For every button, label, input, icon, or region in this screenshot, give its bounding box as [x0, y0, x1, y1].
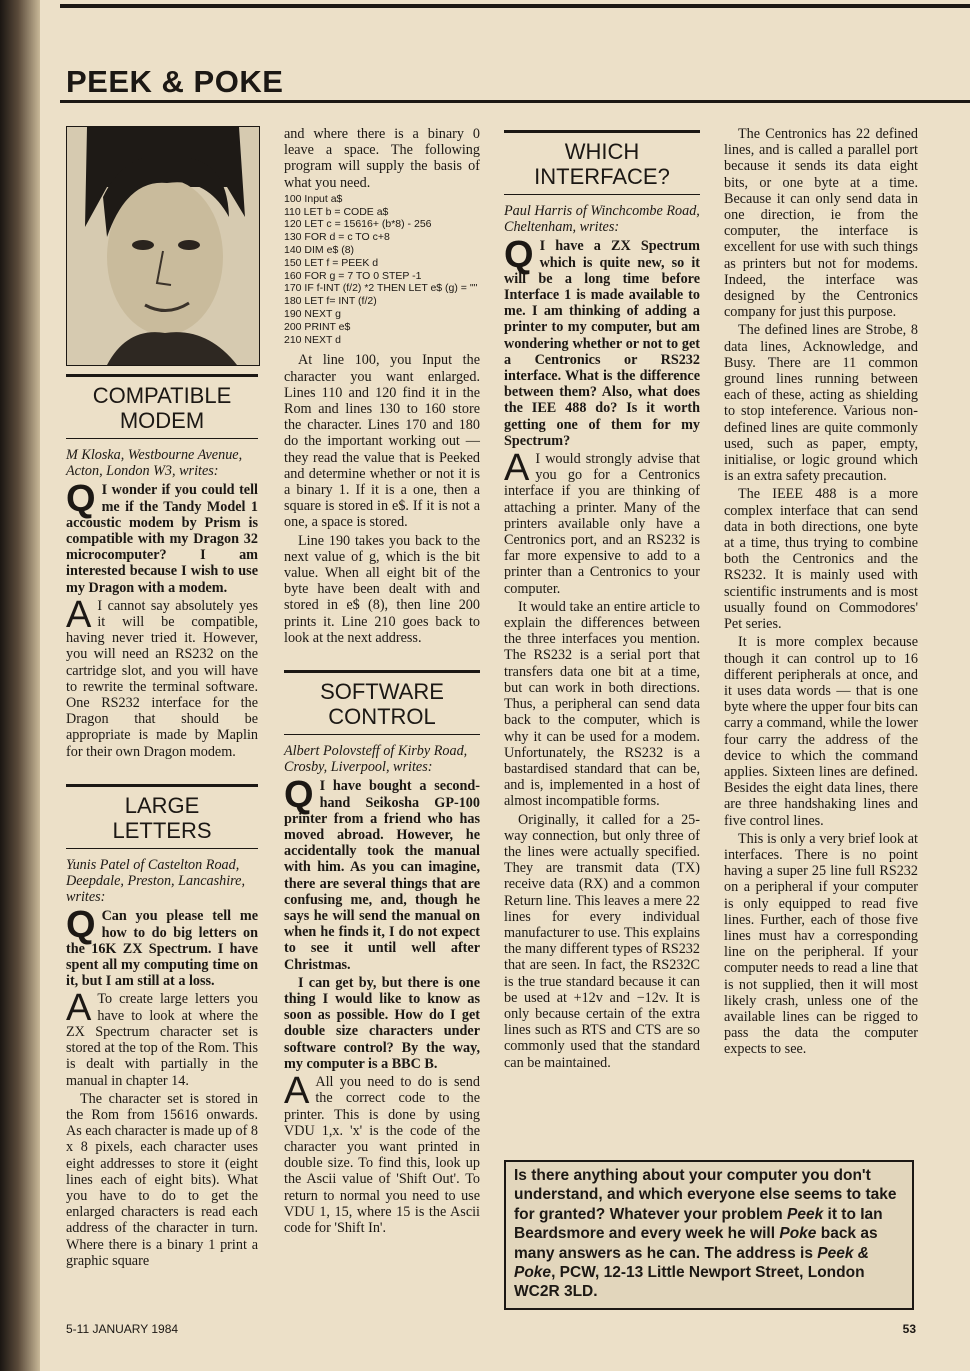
interface-heading	[504, 130, 700, 195]
interface-question-text: I have a ZX Spectrum which is quite new, so it will be a long time before Interface 1 is made available to me. I am thinking of adding a printer to my computer, but am wondering whether or not to get a Centronics or RS232 interface. What is the difference between them? Also, what does the IEE 488 do? Is it worth getting one of them for my Spectrum?	[504, 238, 700, 449]
letters-heading	[66, 784, 258, 849]
top-rule	[60, 4, 970, 8]
interface-a-initial: A	[504, 447, 530, 490]
interface-question	[504, 234, 700, 449]
software-question-2: I can get by, but there is one thing I would like to know as soon as possible. How do I get double size characters under software control? By the way, my computer is a BBC B.	[284, 974, 480, 1072]
column-4	[724, 126, 918, 1060]
software-answer-text: All you need to do is send the correct code to the printer. This is done by using VDU 1,x. 'x' is the code of the character you want printed in double size. To find this, look up the Ascii value of 'Shift Out'. To return to normal you need to use VDU 1, 15, where 15 is the Ascii code for 'Shift In'.	[284, 1074, 480, 1236]
modem-question	[66, 478, 258, 596]
masthead-title: PEEK & POKE	[66, 64, 284, 99]
interface-q-initial: Q	[504, 234, 534, 277]
modem-q-initial: Q	[66, 478, 96, 521]
page-spine	[0, 0, 40, 1371]
letters-para-4: At line 100, you Input the character you want enlarged. Lines 110 and 120 find it in the Rom and lines 130 to 160 store the character. Lines 170 and 180 do the important working out — they read the value that is Peeked and determine whether or not it is a binary 1. If it is a one, then a square is stored in e$. If it is not a one, a space is stored.	[284, 352, 480, 531]
letters-para-5: Line 190 takes you back to the next value of g, which is the bit value. When all eight bit of the byte have been dealt with and stored in e$ (8), then line 200 prints it. Line 210 goes back to look at the next address.	[284, 532, 480, 646]
interface-para-8: This is only a very brief look at interfaces. There is no point having a super 25 line full RS232 on a peripheral if your computer is only equipped to read five lines. Further, each of those five lines must hav a corresponding line on the peripheral. If your computer needs to read a line that is not supplied, then it will most likely crash, unless one of the available lines can be rigged to pass the data the computer expects to see.	[724, 830, 918, 1058]
modem-answer	[66, 593, 258, 760]
modem-title-line1: COMPATIBLE	[92, 383, 232, 408]
modem-a-initial: A	[66, 593, 92, 636]
software-a-initial: A	[284, 1070, 310, 1113]
letters-answer-text: To create large letters you have to look at where the ZX Spectrum character set is stored at the top of the Rom. This is dealt with partially in the manual in chapter 14.	[66, 991, 258, 1089]
software-q-initial: Q	[284, 774, 314, 817]
interface-title-line2: INTERFACE?	[534, 164, 670, 189]
promo-part-2: it to Ian Beardsmore and every week he will	[514, 1205, 883, 1243]
letters-title-line1: LARGE	[124, 792, 200, 818]
letters-a-initial: A	[66, 987, 92, 1030]
letters-question	[66, 904, 258, 990]
interface-title-line1: WHICH	[564, 139, 640, 164]
basic-program-listing: 100 Input a$ 110 LET b = CODE a$ 120 LET c = 15616+ (b*8) - 256 130 FOR d = c TO c+8 140 DIM e$ (8) 150 LET f = PEEK d 160 FOR g = 7 TO 0 STEP -1 170 IF f-INT (f/2) *2 THEN LET e$ (g) = "" 180 LET f= INT (f/2) 190 NEXT g 200 PRINT e$ 210 NEXT d	[284, 192, 478, 346]
promo-part-4: , PCW, 12-13 Little Newport Street, London WC2R 3LD.	[514, 1264, 865, 1301]
masthead-rule	[60, 100, 970, 103]
magazine-page	[40, 0, 970, 1371]
column-1	[66, 126, 258, 1271]
interface-para-3: Originally, it called for a 25-way connection, but only three of the lines were actually specified. They are transmit data (TX) receive data (RX) and a common Return line. This leaves a mere 22 lines for every individual manufacturer to use. This explains the many different types of RS232 that are seen. In fact, the RS232C is the true standard because it can be used at +12v and −12v. It is only because certain of the extra lines such as RTS and CTS are so commonly used that the standard can be maintained.	[504, 811, 700, 1071]
promo-part-1: Is there anything about your computer you don't understand, and which everyone else seems to take for granted? Whatever your problem	[514, 1167, 897, 1223]
modem-answer-text: I cannot say absolutely yes it will be compatible, having never tried it. However, you will need an RS232 on the cartridge slot, and you will have to rewrite the terminal software. One RS232 interface for the Dragon that should be appropriate is made by Maplin for their own Dragon modem.	[66, 597, 258, 760]
promo-address-name: Peek & Poke	[514, 1244, 869, 1282]
author-photo	[66, 126, 260, 366]
letters-q-initial: Q	[66, 904, 96, 947]
software-byline: Albert Polovsteff of Kirby Road, Crosby, Liverpool, writes:	[284, 743, 468, 776]
software-answer	[284, 1070, 480, 1236]
software-question	[284, 774, 480, 973]
column-2	[284, 126, 480, 1238]
letters-title-line2: LETTERS	[112, 817, 212, 843]
software-heading	[284, 670, 480, 735]
letters-para-2: The character set is stored in the Rom from 15616 onwards. As each character is made up of 8 x 8 pixels, each character uses eight addresses to store it (eight lines each of eight bits). What you have to do to get the enlarged characters is read each address of the character in turn. Where there is a binary 1 print a graphic square	[66, 1090, 258, 1269]
interface-para-7: It is more complex because though it can control up to 16 different peripherals at once, and it uses data words — that is one byte where the upper four bits can carry a command, while the lower four carry the address of the device to which the command applies. Sixteen lines are defined. Besides the eight data lines, there are three handshaking lines and five control lines.	[724, 634, 918, 829]
software-title-line1: SOFTWARE	[320, 679, 444, 705]
modem-byline: M Kloska, Westbourne Avenue, Acton, London W3, writes:	[66, 447, 243, 480]
modem-title-line2: MODEM	[119, 408, 205, 433]
column-3	[504, 126, 700, 1073]
letters-question-text: Can you please tell me how to do big letters on the 16K ZX Spectrum. I have spent all my computing time on it, but I am still at a loss.	[66, 908, 258, 990]
modem-heading	[66, 374, 258, 439]
promo-poke: Poke	[779, 1225, 817, 1243]
interface-para-5: The defined lines are Strobe, 8 data lines, Acknowledge, and Busy. There are 11 common ground lines running between each of these, acting as shielding to stop inteference. Various non-defined lines are quite commonly used, such as paper, empty, initialise, or logic ground which is an extra safety precaution.	[724, 322, 918, 485]
letters-para-3: and where there is a binary 0 leave a space. The following program will supply the basis of what you need.	[284, 126, 480, 191]
modem-question-text: I wonder if you could tell me if the Tandy Model 1 accoustic modem by Prism is compatible with my Dragon 32 microcomputer? I am interested because I wish to use my Dragon with a modem.	[66, 482, 258, 596]
interface-para-6: The IEEE 488 is a more complex interface that can send data in both directions, one byte at a time, thus trying to combine both the Centronics and the RS232. It is mainly used with scientific instruments and is most usually found on Commodores' Pet series.	[724, 486, 918, 633]
interface-para-4: The Centronics has 22 defined lines, and is called a parallel port because it sends its data eight bits, or one byte at a time. Because it can only send data in one direction, ie from the computer, the interface is excellent for use with such things as printers but not for modems. Indeed, the interface was designed by the Centronics company for just this purpose.	[724, 126, 918, 321]
promo-part-3: back as many answers as he can. The address is	[514, 1225, 878, 1262]
page-number: 53	[902, 1322, 916, 1336]
portrait-illustration	[67, 127, 259, 365]
interface-para-2: It would take an entire article to explain the differences between the three interfaces you mention. The RS232 is a serial port that transfers data one bit at a time, but can work in both directions. Thus, a peripheral can send data back to the computer, which is why it can be used for a modem. Unfortunately, the RS232 is a bastardised standard that can be, and is, implemented in a host of almost incompatible forms.	[504, 598, 700, 810]
interface-answer-text: I would strongly advise that you go for a Centronics interface if you are thinking of attaching a printer. Many of the printers available only have a Centronics port, and an RS232 is far more expensive to add to a printer than a Centronics to your computer.	[504, 451, 700, 597]
promo-peek: Peek	[787, 1205, 824, 1223]
footer-date: 5-11 JANUARY 1984	[66, 1322, 179, 1336]
interface-byline: Paul Harris of Winchcombe Road, Cheltenham, writes:	[504, 203, 700, 236]
software-question-text: I have bought a second-hand Seikosha GP-100 printer from a friend who has moved abroad. However, he accidentally took the manual with him. As you can imagine, there are several things that are confusing me, and, though he says he will send the manual on when he finds it, I do not expect to see it until well after Christmas.	[284, 778, 480, 973]
interface-answer	[504, 447, 700, 597]
letters-byline: Yunis Patel of Castelton Road, Deepdale, Preston, Lancashire, writes:	[66, 856, 246, 906]
software-title-line2: CONTROL	[328, 704, 436, 730]
promo-box	[504, 1160, 914, 1310]
letters-answer	[66, 987, 258, 1089]
